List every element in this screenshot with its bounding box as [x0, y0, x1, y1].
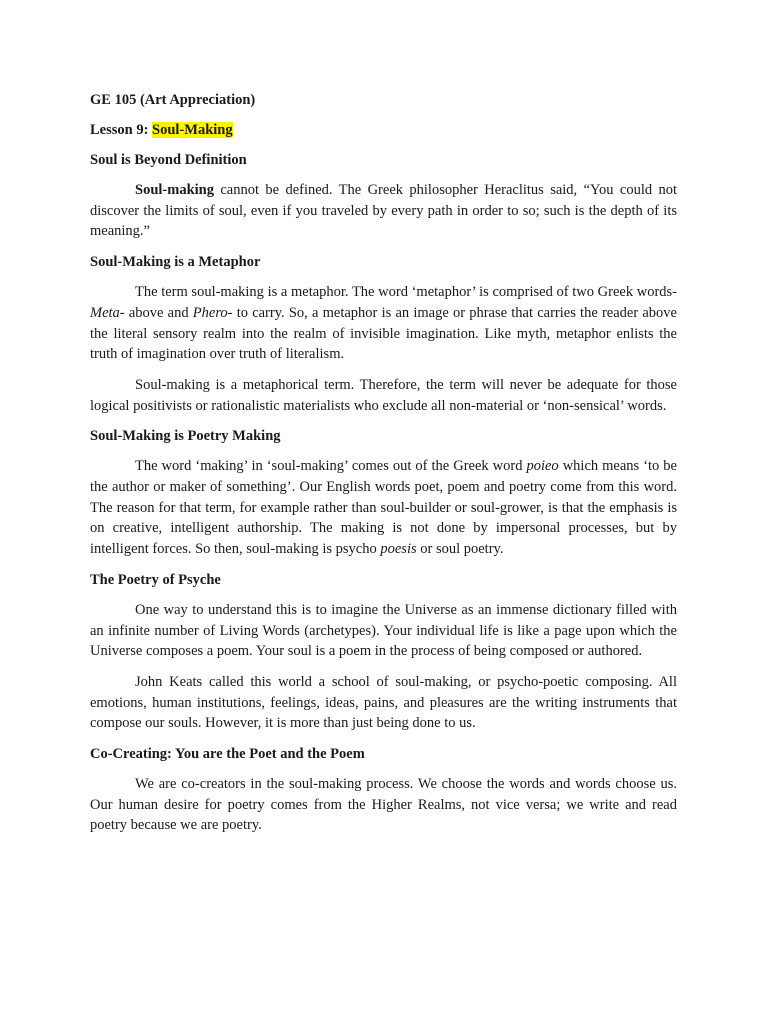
lesson-prefix: Lesson 9: — [90, 122, 153, 138]
italic-term-phero: Phero- — [192, 304, 233, 321]
paragraph-metaphorical-term: Soul-making is a metaphorical term. Therefore, the term will never be adequate for those logical positivists or rationalistic materialists who exclude all non-material or ‘non-sensical’ words. — [90, 376, 677, 414]
italic-term-meta: Meta- — [90, 304, 125, 321]
paragraph-co-creators: We are co-creators in the soul-making process. We choose the words and words choose us. Our human desire for poetry comes from the Higher Realms, not vice versa; we write and read poetry because we are poetry. — [90, 776, 677, 834]
lesson-highlighted-title: Soul-Making — [152, 122, 233, 138]
paragraph-beyond-definition: Soul-making cannot be defined. The Greek philosopher Heraclitus said, “You could not discover the limits of soul, even if you traveled by every path in order to so; such is the depth of its meaning.” — [90, 182, 677, 240]
section-heading-beyond-definition: Soul is Beyond Definition — [90, 152, 247, 168]
section-heading-poetry-of-psyche: The Poetry of Psyche — [90, 571, 221, 588]
course-title: GE 105 (Art Appreciation) — [90, 92, 256, 108]
section-heading-poetry-making: Soul-Making is Poetry Making — [90, 428, 281, 445]
italic-term-poieo: poieo — [526, 458, 559, 475]
italic-term-poesis: poesis — [380, 541, 417, 558]
paragraph-metaphor-definition: The term soul-making is a metaphor. The word ‘metaphor’ is comprised of two Greek words- Meta- above and Phero- to carry. So, a metaphor is an image or phrase that carries the reader above the literal sensory realm into the realm of invisible imagination. Like myth, metaphor enlists the truth of imagination over truth of literalism. — [90, 284, 677, 363]
section-heading-co-creating: Co-Creating: You are the Poet and the Poem — [90, 746, 365, 763]
bold-term-soul-making: Soul-making — [135, 182, 214, 198]
document-page — [90, 90, 677, 846]
paragraph-universe-dictionary: One way to understand this is to imagine the Universe as an immense dictionary filled with an infinite number of Living Words (archetypes). Your individual life is like a page upon which the Universe composes a poem. Your soul is a poem in the process of being composed or authored. — [90, 601, 677, 660]
paragraph-poetry-making: The word ‘making’ in ‘soul-making’ comes out of the Greek word poieo which means ‘to be the author or maker of something’. Our English words poet, poem and poetry come from this word. The reason for that term, for example rather than soul-builder or soul-grower, is that the emphasis is on creative, intelligent authorship. The making is not done by impersonal processes, but by intelligent forces. So then, soul-making is psycho poesis or soul poetry. — [90, 458, 677, 558]
section-heading-metaphor: Soul-Making is a Metaphor — [90, 254, 261, 271]
paragraph-john-keats: John Keats called this world a school of soul-making, or psycho-poetic composing. All emotions, human institutions, feelings, ideas, pains, and pleasures are the writing instruments that compose our souls. However, it is more than just being done to us. — [90, 673, 677, 732]
lesson-title — [90, 120, 677, 140]
